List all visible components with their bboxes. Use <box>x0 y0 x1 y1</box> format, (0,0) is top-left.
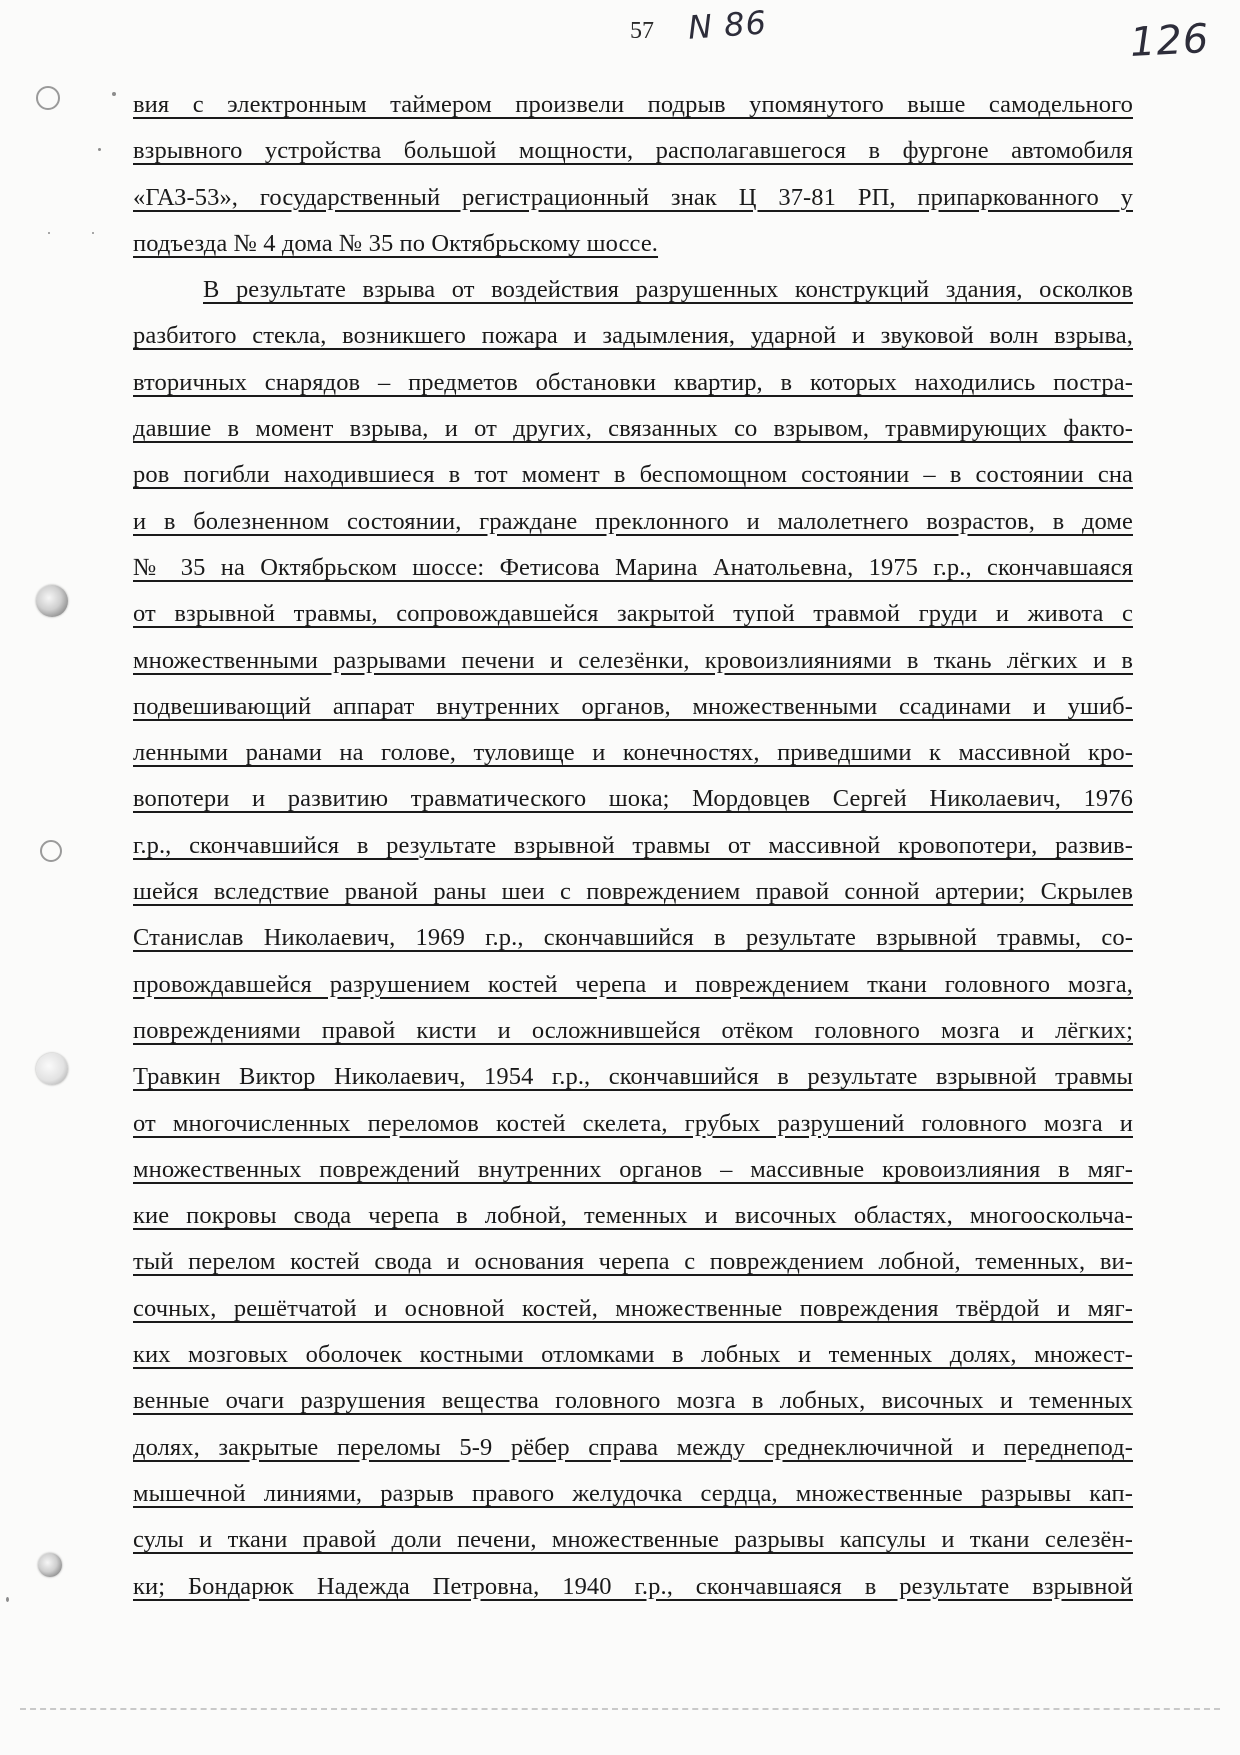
text-line: давшие в момент взрыва, и от других, связанных со взрывом, травмирующих факто- <box>133 415 1133 443</box>
punch-hole-2 <box>40 840 62 862</box>
text-line: «ГАЗ-53», государственный регистрационный знак Ц 37-81 РП, припаркованного у <box>133 183 1133 211</box>
page-number: 57 <box>630 18 654 44</box>
text-line: вопотери и развитию травматического шока; Мордовцев Сергей Николаевич, 1976 <box>133 785 1133 813</box>
text-line: взрывного устройства большой мощности, располагавшегося в фургоне автомобиля <box>133 137 1133 165</box>
scan-speck <box>98 148 101 151</box>
text-line: ких мозговых оболочек костными отломками в лобных и теменных долях, множест- <box>133 1341 1133 1369</box>
text-line: венные очаги разрушения вещества головного мозга в лобных, височных и теменных <box>133 1387 1133 1415</box>
text-line: и в болезненном состоянии, граждане преклонного и малолетнего возрастов, в доме <box>133 507 1133 535</box>
punch-hole-3 <box>36 1053 68 1085</box>
text-line: от взрывной травмы, сопровождавшейся закрытой тупой травмой груди и живота с <box>133 600 1133 628</box>
handwritten-case-number: N 86 <box>686 3 769 47</box>
punch-hole-top <box>36 86 60 110</box>
text-line: кие покровы свода черепа в лобной, теменных и височных областях, многооскольча- <box>133 1202 1133 1230</box>
scan-speck <box>6 1597 9 1602</box>
text-line: ленными ранами на голове, туловище и конечностях, приведшими к массивной кро- <box>133 739 1133 767</box>
text-line: сочных, решётчатой и основной костей, множественные повреждения твёрдой и мяг- <box>133 1294 1133 1322</box>
punch-hole-4 <box>38 1553 62 1577</box>
document-body <box>133 82 1133 1610</box>
text-line: шейся вследствие рваной раны шеи с повреждением правой сонной артерии; Скрылев <box>133 878 1133 906</box>
text-line: ров погибли находившиеся в тот момент в беспомощном состоянии – в состоянии сна <box>133 461 1133 489</box>
text-line: множественных повреждений внутренних органов – массивные кровоизлияния в мяг- <box>133 1155 1133 1183</box>
scan-speck <box>92 232 94 234</box>
text-line: от многочисленных переломов костей скелета, грубых разрушений головного мозга и <box>133 1109 1133 1137</box>
handwritten-sheet-number: 126 <box>1128 15 1211 67</box>
text-line: повреждениями правой кисти и осложнившейся отёком головного мозга и лёгких; <box>133 1016 1133 1044</box>
text-line: подъезда № 4 дома № 35 по Октябрьскому шоссе. <box>133 229 659 257</box>
text-line: № 35 на Октябрьском шоссе: Фетисова Марина Анатольевна, 1975 г.р., скончавшаяся <box>133 553 1133 581</box>
text-line: подвешивающий аппарат внутренних органов, множественными ссадинами и ушиб- <box>133 692 1133 720</box>
text-line: провождавшейся разрушением костей черепа и повреждением ткани головного мозга, <box>133 970 1133 998</box>
text-line: г.р., скончавшийся в результате взрывной травмы от массивной кровопотери, развив- <box>133 831 1133 859</box>
scan-bottom-edge <box>20 1708 1220 1710</box>
text-line: сулы и ткани правой доли печени, множественные разрывы капсулы и ткани селезён- <box>133 1526 1133 1554</box>
text-line: тый перелом костей свода и основания черепа с повреждением лобной, теменных, ви- <box>133 1248 1133 1276</box>
scan-speck <box>48 232 50 234</box>
text-line: вторичных снарядов – предметов обстановки квартир, в которых находились постра- <box>133 368 1133 396</box>
text-line: ки; Бондарюк Надежда Петровна, 1940 г.р., скончавшаяся в результате взрывной <box>133 1572 1133 1600</box>
scan-speck <box>112 92 116 96</box>
punch-hole-1 <box>36 585 68 617</box>
text-line: разбитого стекла, возникшего пожара и задымления, ударной и звуковой волн взрыва, <box>133 322 1133 350</box>
text-line: множественными разрывами печени и селезёнки, кровоизлияниями в ткань лёгких и в <box>133 646 1133 674</box>
text-line: Станислав Николаевич, 1969 г.р., скончавшийся в результате взрывной травмы, со- <box>133 924 1133 952</box>
text-line: мышечной линиями, разрыв правого желудочка сердца, множественные разрывы кап- <box>133 1479 1133 1507</box>
text-line: вия с электронным таймером произвели подрыв упомянутого выше самодельного <box>133 91 1133 118</box>
text-line: долях, закрытые переломы 5-9 рёбер справа между среднеключичной и переднепод- <box>133 1433 1133 1461</box>
paragraph-start-line: В результате взрыва от воздействия разрушенных конструкций здания, осколков <box>203 276 1133 304</box>
text-line: Травкин Виктор Николаевич, 1954 г.р., скончавшийся в результате взрывной травмы <box>133 1063 1133 1091</box>
